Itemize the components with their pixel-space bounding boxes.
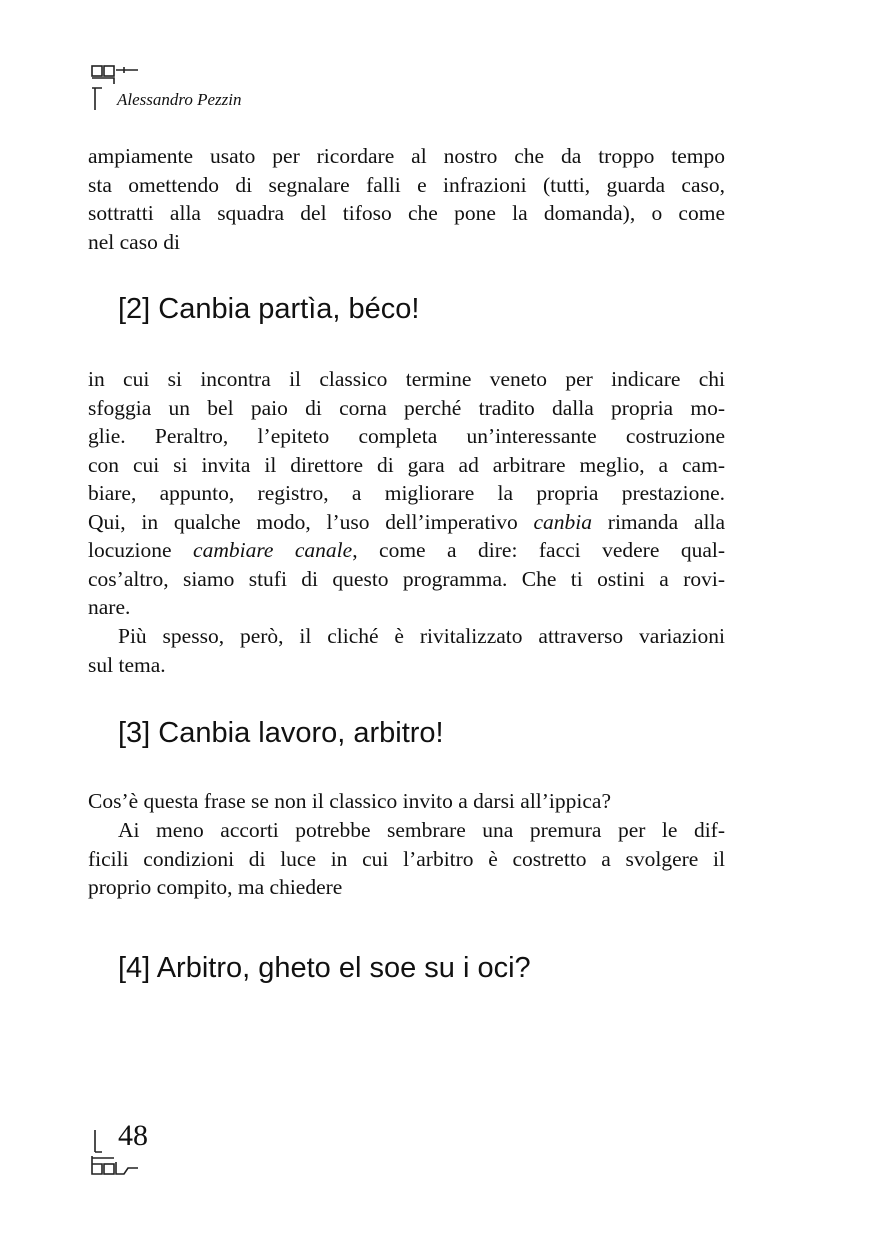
text-line: Ai meno accorti potrebbe sembrare una premura per le dif- <box>118 818 725 842</box>
text-run: locuzione <box>88 538 194 562</box>
example-heading-4: [4] Arbitro, gheto el soe su i oci? <box>118 952 531 984</box>
text-line: nel caso di <box>88 229 180 254</box>
text-line: Più spesso, però, il cliché è rivitalizzato attraverso variazioni <box>118 624 725 648</box>
text-line: sta omettendo di segnalare falli e infrazioni (tutti, guarda caso, <box>88 172 725 197</box>
text-line: Cos’è questa frase se non il classico invito a darsi all’ippica? <box>88 789 612 813</box>
text-line: in cui si incontra il classico termine veneto per indicare chi <box>88 367 725 391</box>
running-head: Alessandro Pezzin <box>117 90 242 109</box>
text-line <box>88 536 725 565</box>
example-heading-2: [2] Canbia partìa, béco! <box>118 293 420 325</box>
text-line: sul tema. <box>88 652 166 677</box>
text-line: ampiamente usato per ricordare al nostro che da troppo tempo <box>88 144 725 168</box>
italic-term: canbia <box>533 509 593 534</box>
text-line: cos’altro, siamo stufi di questo programma. Che ti ostini a rovi- <box>88 566 725 591</box>
text-run: rimanda alla <box>592 509 725 534</box>
text-run: , come a dire: facci vedere qual- <box>352 538 725 562</box>
italic-term: cambiare canale <box>193 538 353 562</box>
paragraph-3 <box>88 622 725 679</box>
paragraph-5 <box>88 816 725 902</box>
text-line: biare, appunto, registro, a migliorare la propria prestazione. <box>88 481 725 505</box>
text-line: con cui si invita il direttore di gara ad arbitrare meglio, a cam- <box>88 452 725 477</box>
text-line: glie. Peraltro, l’epiteto completa un’interessante costruzione <box>88 424 725 448</box>
page-number: 48 <box>118 1119 148 1152</box>
text-line <box>88 508 725 537</box>
text-line: proprio compito, ma chiedere <box>88 875 343 899</box>
paragraph-4 <box>88 787 725 816</box>
text-line: sfoggia un bel paio di corna perché tradito dalla propria mo- <box>88 395 725 420</box>
example-heading-3: [3] Canbia lavoro, arbitro! <box>118 717 444 749</box>
text-run: Qui, in qualche modo, l’uso dell’imperativo <box>88 509 534 534</box>
paragraph-1 <box>88 142 725 256</box>
paragraph-2 <box>88 365 725 622</box>
text-line: sottratti alla squadra del tifoso che pone la domanda), o come <box>88 201 725 225</box>
text-line: ficili condizioni di luce in cui l’arbitro è costretto a svolgere il <box>88 846 725 871</box>
text-line: nare. <box>88 595 131 619</box>
